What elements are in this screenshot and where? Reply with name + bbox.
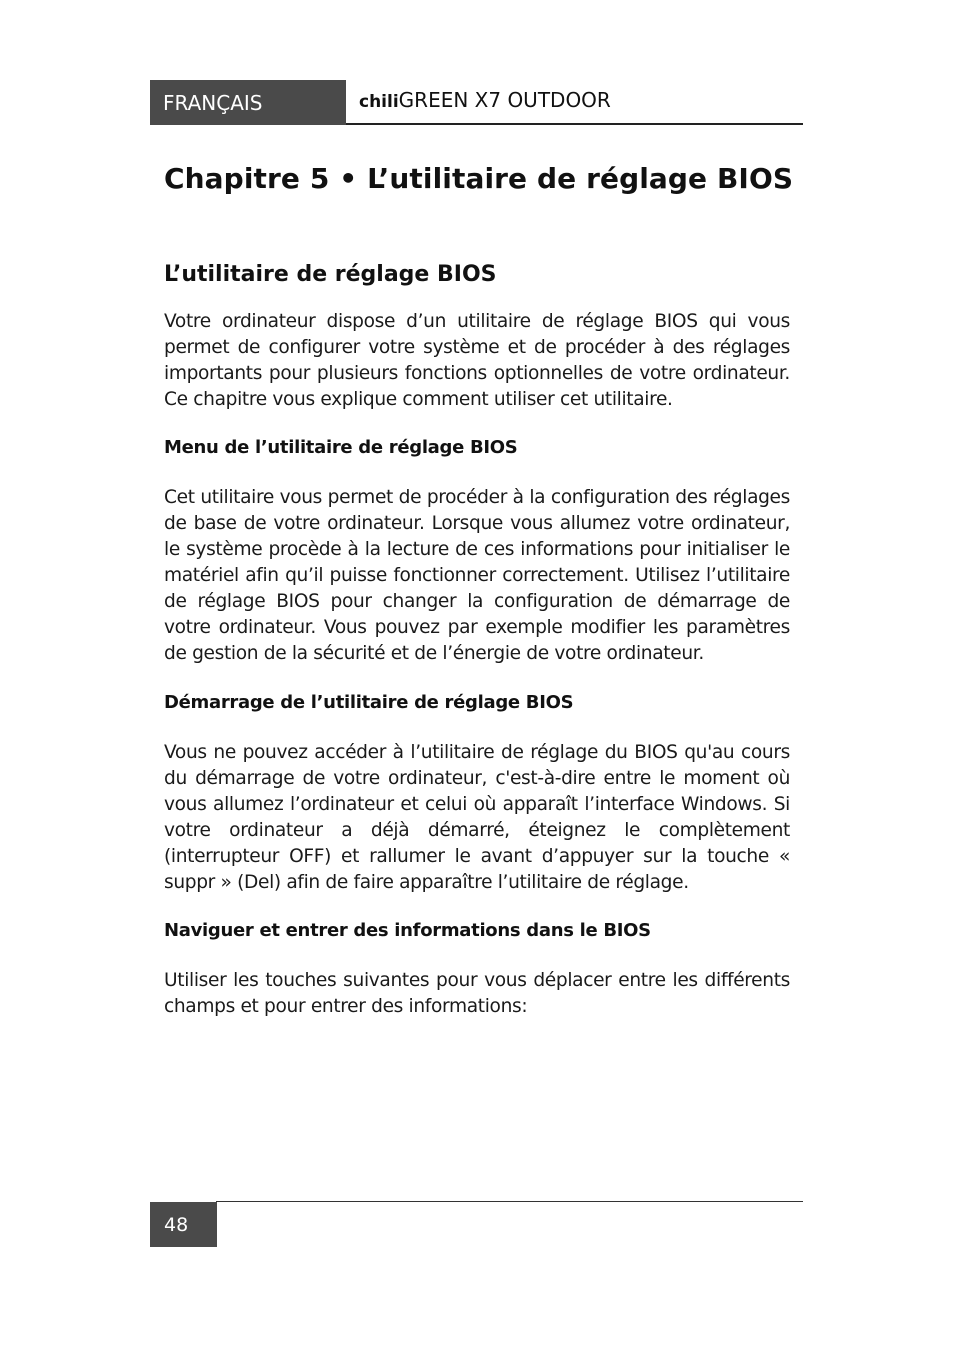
intro-paragraph: Votre ordinateur dispose d’un utilitaire de réglage BIOS qui vous permet de configurer votre système et de procéder à des réglages importants pour plusieurs fonctions optionnelles de votre ordinateur. Ce chapitre vous explique comment utiliser cet utilitaire.: [164, 311, 790, 410]
section-title: L’utilitaire de réglage BIOS: [164, 262, 497, 287]
header-product-name: [359, 88, 611, 112]
footer-divider: [216, 1201, 803, 1202]
subheading-navigate: Naviguer et entrer des informations dans le BIOS: [164, 920, 651, 941]
header-divider: [346, 123, 803, 125]
chapter-title: Chapitre 5 • L’utilitaire de réglage BIOS: [164, 162, 794, 195]
header-product-prefix: chili: [359, 92, 399, 112]
subheading-startup: Démarrage de l’utilitaire de réglage BIOS: [164, 692, 574, 713]
header-language-tab: [150, 80, 346, 125]
page-number: 48: [164, 1213, 189, 1236]
footer-page-tab: [150, 1202, 217, 1247]
header-product-rest: GREEN X7 OUTDOOR: [398, 88, 611, 112]
header-language-label: FRANÇAIS: [163, 90, 263, 115]
navigate-paragraph: Utiliser les touches suivantes pour vous déplacer entre les différents champs et pour entrer des informations:: [164, 970, 790, 1017]
menu-paragraph: Cet utilitaire vous permet de procéder à la configuration des réglages de base de votre ordinateur. Lorsque vous allumez votre ordinateur, le système procède à la lecture de ces informations pour initialiser le matériel afin qu’il puisse fonctionner correctement. Utilisez l’utilitaire de réglage BIOS pour changer la configuration de démarrage de votre ordinateur. Vous pouvez par exemple modifier les paramètres de gestion de la sécurité et de l’énergie de votre ordinateur.: [164, 487, 790, 664]
subheading-menu: Menu de l’utilitaire de réglage BIOS: [164, 437, 518, 458]
startup-paragraph: Vous ne pouvez accéder à l’utilitaire de réglage du BIOS qu'au cours du démarrage de votre ordinateur, c'est-à-dire entre le moment où vous allumez l’ordinateur et celui où apparaît l’interface Windows. Si votre ordinateur a déjà démarré, éteignez le complètement (interrupteur OFF) et rallumer le avant d’appuyer sur la touche « suppr » (Del) afin de faire apparaître l’utilitaire de réglage.: [164, 742, 790, 893]
